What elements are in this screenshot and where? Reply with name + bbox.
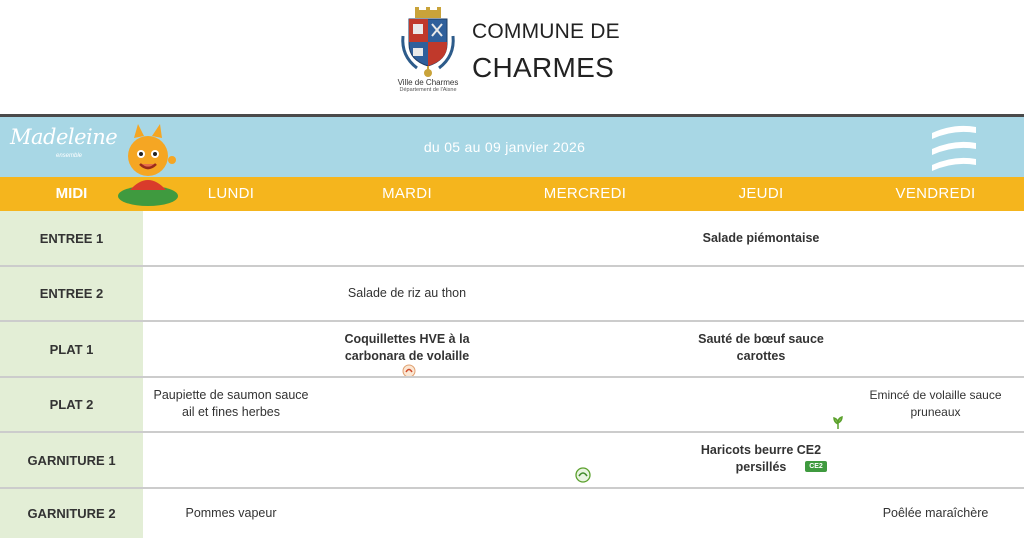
row-label: ENTREE 1 bbox=[0, 211, 143, 266]
menu-row-entree-1 bbox=[0, 211, 1024, 266]
menu-cell-vendredi bbox=[847, 322, 1024, 376]
crest-caption-town: Ville de Charmes bbox=[397, 78, 459, 87]
crest-logo bbox=[392, 6, 464, 106]
menu-cell-mardi bbox=[319, 489, 495, 538]
caterer-wave-logo-icon bbox=[928, 119, 980, 177]
service-label: MIDI bbox=[55, 185, 88, 202]
row-label: PLAT 1 bbox=[0, 322, 143, 376]
menu-cell-jeudi bbox=[675, 378, 847, 431]
coat-of-arms-icon bbox=[395, 6, 461, 78]
leaf-icon bbox=[832, 416, 844, 430]
day-header-mercredi: MERCREDI bbox=[543, 185, 627, 202]
brand-logo-text: Madeleine bbox=[10, 125, 118, 149]
menu-cell-vendredi: Poêlée maraîchère bbox=[882, 506, 989, 520]
day-header-jeudi: JEUDI bbox=[738, 185, 784, 202]
menu-cell-jeudi bbox=[675, 267, 847, 320]
menu-cell-jeudi bbox=[675, 489, 847, 538]
menu-cell-lundi: Pommes vapeur bbox=[185, 506, 277, 520]
menu-cell-vendredi bbox=[847, 211, 1024, 266]
day-header-lundi: LUNDI bbox=[207, 185, 255, 202]
menu-row-entree-2 bbox=[0, 267, 1024, 320]
menu-row-plat-2 bbox=[0, 378, 1024, 431]
row-label: PLAT 2 bbox=[0, 378, 143, 431]
menu-cell-mercredi bbox=[495, 489, 675, 538]
menu-cell-lundi bbox=[143, 433, 319, 487]
menu-cell-lundi: Paupiette de saumon sauce ail et fines herbes bbox=[153, 388, 309, 419]
row-label: GARNITURE 2 bbox=[0, 489, 143, 538]
menu-row-garniture-1 bbox=[0, 433, 1024, 487]
menu-cell-jeudi: Salade piémontaise bbox=[702, 231, 820, 245]
day-header-mardi: MARDI bbox=[382, 185, 432, 202]
mascot-character-icon bbox=[112, 120, 184, 208]
menu-cell-lundi bbox=[143, 322, 319, 376]
menu-row-garniture-2 bbox=[0, 489, 1024, 538]
site-header bbox=[0, 0, 1024, 114]
menu-cell-mercredi bbox=[495, 267, 675, 320]
site-title-line-1: COMMUNE DE bbox=[472, 20, 620, 43]
vegetarian-label-icon bbox=[574, 467, 592, 483]
menu-cell-lundi bbox=[143, 211, 319, 266]
week-range-text: du 05 au 09 janvier 2026 bbox=[423, 139, 586, 155]
menu-cell-mardi: Coquillettes HVE à la carbonara de volaille bbox=[344, 332, 470, 363]
menu-cell-mardi bbox=[319, 378, 495, 431]
menu-cell-lundi bbox=[143, 267, 319, 320]
brand-logo-subtext: ensemble bbox=[56, 153, 83, 159]
menu-row-plat-1 bbox=[0, 322, 1024, 376]
menu-cell-mercredi bbox=[495, 378, 675, 431]
menu-cell-mardi bbox=[319, 433, 495, 487]
row-label: GARNITURE 1 bbox=[0, 433, 143, 487]
menu-cell-mercredi bbox=[495, 322, 675, 376]
crest-caption-department: Département de l'Aisne bbox=[399, 87, 457, 93]
menu-cell-jeudi: Sauté de bœuf sauce carottes bbox=[698, 332, 824, 363]
menu-cell-jeudi: Haricots beurre CE2 persillés bbox=[700, 443, 822, 474]
menu-cell-mercredi bbox=[495, 211, 675, 266]
ce2-label-badge: CE2 bbox=[805, 461, 827, 472]
menu-cell-vendredi bbox=[847, 433, 1024, 487]
site-title-line-2: CHARMES bbox=[472, 52, 615, 83]
day-header-vendredi: VENDREDI bbox=[895, 185, 976, 202]
menu-cell-vendredi bbox=[847, 267, 1024, 320]
menu-cell-mardi bbox=[319, 211, 495, 266]
menu-cell-mardi: Salade de riz au thon bbox=[347, 286, 467, 300]
menu-cell-vendredi: Emincé de volaille sauce pruneaux bbox=[869, 388, 1002, 419]
row-label: ENTREE 2 bbox=[0, 267, 143, 320]
